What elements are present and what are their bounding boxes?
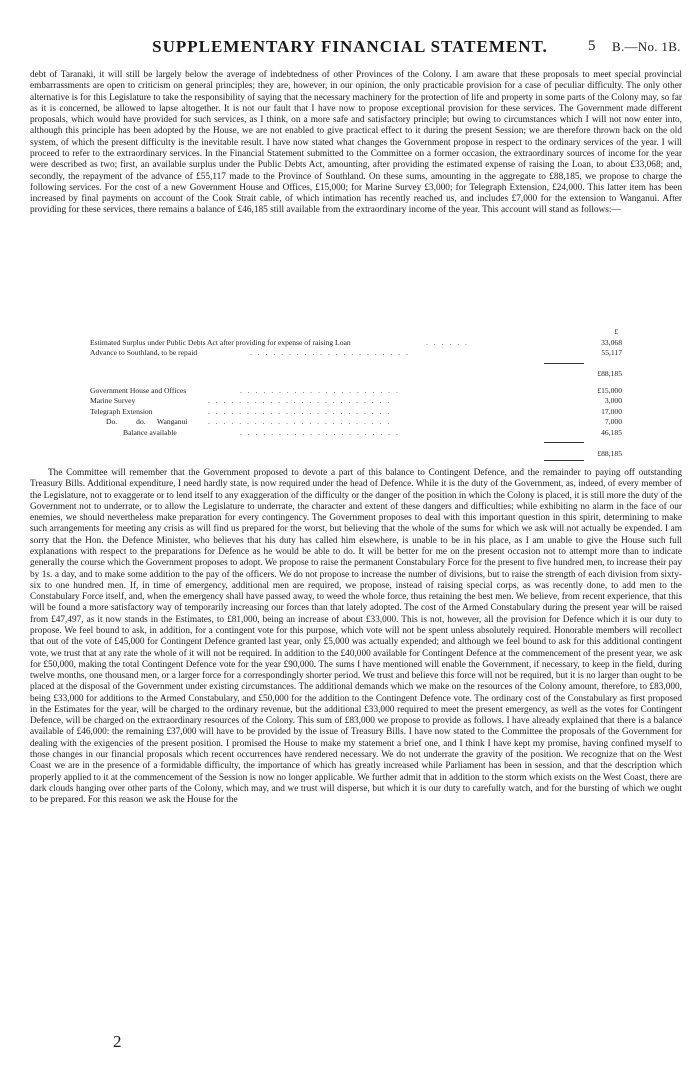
account-label: Do. do. Wanganui bbox=[106, 417, 188, 426]
account-label: Marine Survey bbox=[90, 396, 136, 405]
account-charges-total bbox=[30, 449, 682, 460]
account-total: £88,185 bbox=[597, 369, 622, 378]
account-amount: 33,068 bbox=[601, 337, 622, 347]
body-paragraph-2: The Committee will remember that the Government proposed to devote a part of this balance to Contingent Defence, and the remainder to paying off outstanding Treasury Bills. Additional expenditure, I need hardly state, is now required under the head of Defence. While it is the duty of the Government, as, indeed, of every member of the Legislature, not to exaggerate or to lend itself to any exaggeration of the difficulty or the danger of the position in which the Colony is placed, it is still more the duty of the Government not to underrate, or to allow the Legislature to underrate, the character and extent of these dangers and difficulties; while exhibiting no alarm in the face of our enemies, we should nevertheless make preparation for every contingency. The Government proposes to deal with this important question in this spirit, determining to make such arrangements for meeting any crisis as will find us prepared for the worst, but believing that the whole of the sums for which we ask will not actually be expended. I am sorry that the Hon. the Defence Minister, who believes that his duty has called him elsewhere, is unable to be in his place, as I am unable to give the House such full explanations with respect to the preparations for Defence as he would be able to do. It will be better for me on the present occasion not to attempt more than to indicate generally the course which the Government proposes to adopt. We propose to raise the permanent Constabulary Force for the present to five hundred men, to increase their pay by 1s. a day, and to make some addition to the pay of the officers. We do not propose to increase the number of divisions, but to raise the strength of each division from sixty-six to one hundred men. If, in time of emergency, additional men are required, we propose, instead of raising special corps, as was recently done, to add men to the Constabulary Force itself, and, when the emergency shall have passed away, to weed the whole force, thus retaining the best men. We believe, from recent experience, that this will be found a more satisfactory way of temporarily increasing our forces than that lately adopted. The cost of the Armed Constabulary during the present year will be raised from £47,497, as it now stands in the Estimates, to £81,000, being an increase of about £33,000. This is not, however, all the provision for Defence which it is our duty to propose. We feel bound to ask, in addition, for a contingent vote for this purpose, which vote will not be spent unless absolutely required. Honorable members will recollect that out of the vote of £45,000 for Contingent Defence granted last year, only £5,000 was actually expended; and although we feel bound to ask for this additional contingent vote, we trust that at any rate the whole of it will not be required. In addition to the £40,000 available for Contingent Defence at the commencement of the present year, we ask for £50,000, making the total Contingent Defence vote for the year £90,000. The sums I have mentioned will enable the Government, if necessary, to keep in the field, during twelve months, one thousand men, or a larger force for a correspondingly shorter period. We trust and believe this force will not be required, but it is no larger than ought to be placed at the disposal of the Government under existing circumstances. The additional demands which we make on the resources of the Colony amount, therefore, to £83,000, being £33,000 for additions to the Armed Constabulary, and £50,000 for the addition to the Contingent Defence vote. The ordinary cost of the Constabulary as first proposed in the Estimates for the year, will be charged to the ordinary revenue, but the additional £33,000 required to meet the present emergency, as well as the votes for Contingent Defence, will be charged on the extraordinary resources of the Colony. This sum of £83,000 we propose to provide as follows. I have already explained that there is a balance available of £46,000: the remaining £37,000 will have to be provided by the issue of Treasury Bills. I have now stated to the Committee the proposals of the Government for dealing with the exigencies of the present position. I promised the House to make my statement a brief one, and I think I have kept my promise, having confined myself to those changes in our financial proposals which recent occurrences have rendered necessary. We do not underrate the gravity of the position. We recognize that on the West Coast we are in the presence of a formidable difficulty, the importance of which has greatly increased while Parliament has been in session, and that the description which properly applied to it at the commencement of the Session is now no longer applicable. We further admit that in addition to the storm which exists on the West Coast, there are dark clouds hanging over other parts of the Colony, which may, and we trust will disperse, but which it is our duty to carefully watch, and for the bursting of which we ought to be prepared. For this reason we ask the House for the bbox=[30, 468, 682, 806]
account-income-total bbox=[30, 369, 682, 380]
document-reference: B.—No. 1B. bbox=[612, 39, 681, 54]
sum-rule bbox=[544, 460, 584, 461]
body-paragraph-1: debt of Taranaki, it will still be largely below the average of indebtedness of other Provinces of the Colony. I am aware that these proposals to meet special provincial embarrassments are open to criticism on general principles; they are, however, in our opinion, the only practicable provision for a case of peculiar difficulty. The only other alternative is for this Legislature to take the responsibility of saying that the necessary machinery for the protection of life and property in some parts of the Colony may, so far as it is concerned, be allowed to lapse altogether. It is not our fault that I have now to propose exceptional provision for these services. The Government made different proposals, which would have provided for such services, as I think, on a more safe and satisfactory principle; but owing to circumstances which I will not now enter into, although this principle has been adopted by the House, we are not enabled to give practical effect to it during the present Session; we are therefore thrown back on the old system, of which the present difficulty is the inevitable result. I have now stated what changes the Government propose in respect to the ordinary services of the year. I will proceed to refer to the extraordinary services. In the Financial Statement submitted to the Committee on a former occasion, the extraordinary sources of income for the year were described as two; first, an available surplus under the Public Debts Act, amounting, after providing the estimated expense of raising the Loan, to about £33,068; and, secondly, the repayment of the advance of £55,117 made to the Province of Southland. On these sums, amounting in the aggregate to £88,185, we propose to charge the following services. For the cost of a new Government House and Offices, £15,000; for Marine Survey £3,000; for Telegraph Extension, £24,000. This latter item has been increased by final payments on account of the Cook Strait cable, of which intimation has recently reached us, and includes £7,000 for the extension to Wanganui. After providing for these services, there remains a balance of £46,185 still available from the extraordinary income of the year. This account will stand as follows:— bbox=[30, 70, 682, 216]
account-charge-row bbox=[30, 407, 682, 418]
leader-dots: . . . . . . . . . . . . . . . . . . . . . bbox=[240, 385, 400, 395]
account-amount: 55,117 bbox=[601, 348, 622, 357]
account-label: Advance to Southland, to be repaid bbox=[90, 348, 198, 357]
leader-dots: . . . . . . . . . . . . . . . . . . . . . . . . bbox=[208, 417, 392, 426]
account-total: £88,185 bbox=[597, 448, 622, 458]
account-label: Government House and Offices bbox=[90, 385, 187, 395]
account-amount: 46,185 bbox=[601, 427, 622, 437]
sum-rule bbox=[544, 442, 584, 443]
account-amount: 7,000 bbox=[604, 417, 622, 426]
account-amount: 3,000 bbox=[604, 396, 622, 405]
account-income-row bbox=[30, 348, 682, 359]
leader-dots: . . . . . . . . . . . . . . . . . . . . . bbox=[250, 348, 410, 357]
leader-dots: . . . . . . . . . . . . . . . . . . . . . . . . bbox=[208, 406, 392, 416]
account-amount: 17,000 bbox=[601, 406, 622, 416]
account-charge-row bbox=[30, 428, 682, 439]
page-number: 5 bbox=[588, 38, 596, 54]
currency-heading: £ bbox=[614, 327, 618, 336]
leader-dots: . . . . . . . . . . . . . . . . . . . . . . . . bbox=[208, 396, 392, 405]
account-charge-row bbox=[30, 386, 682, 397]
account-statement bbox=[30, 327, 682, 470]
account-label: Estimated Surplus under Public Debts Act after providing for expense of raising Loan bbox=[90, 337, 351, 347]
leader-dots: . . . . . . . . . . . . . . . . . . . . . bbox=[240, 427, 400, 437]
account-label: Balance available bbox=[123, 427, 177, 437]
account-amount: £15,000 bbox=[597, 385, 622, 395]
page-header bbox=[0, 37, 700, 59]
account-charge-row bbox=[30, 417, 682, 428]
account-charge-row bbox=[30, 396, 682, 407]
account-income-row bbox=[30, 338, 682, 349]
leader-dots: . . . . . . bbox=[426, 337, 469, 347]
account-label: Telegraph Extension bbox=[90, 406, 153, 416]
signature-mark: 2 bbox=[113, 1032, 122, 1051]
page-title: SUPPLEMENTARY FINANCIAL STATEMENT. bbox=[152, 37, 548, 56]
sum-rule bbox=[544, 363, 584, 364]
